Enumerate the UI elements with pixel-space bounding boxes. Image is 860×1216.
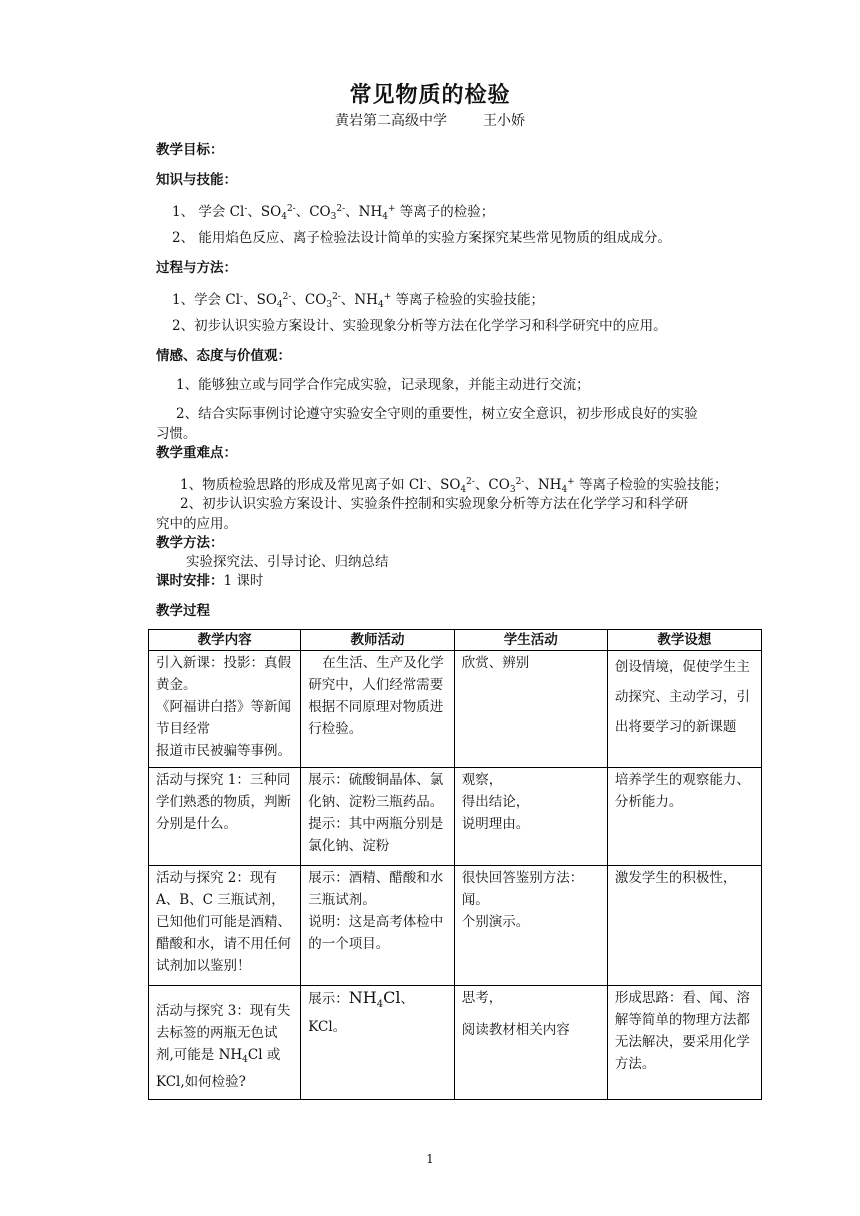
row4-design: 形成思路：看、闻、溶解等简单的物理方法都无法解决，要采用化学方法。 [607,986,761,1100]
header-teacher: 教师活动 [301,630,454,651]
process-item-1: 1、学会 Cl-、$SO_4^{2-}$、$CO_3^{2-}$、$NH_4^+$ 等离子检验的实验技能； [172,292,545,310]
schedule-line: 课时安排：1 课时 [156,573,264,589]
header-content: 教学内容 [149,630,301,651]
row4-content: 活动与探究 3：现有失去标签的两瓶无色试剂,可能是 $NH_4Cl$ 或 KCl,如何检验? [149,986,301,1100]
knowledge-item-1: 1、 学会 Cl-、$SO_4^{2-}$、$CO_3^{2-}$、$NH_4^+$ 等离子的检验； [172,204,495,222]
table-row [149,986,762,1100]
key-points-item-2b: 究中的应用。 [156,516,237,532]
row3-design: 激发学生的积极性， [607,866,761,986]
knowledge-item-2: 2、 能用焰色反应、离子检验法设计简单的实验方案探究某些常见物质的组成成分。 [172,230,671,246]
row2-teacher: 展示：硫酸铜晶体、氯化钠、淀粉三瓶药品。 提示：其中两瓶分别是氯化钠、淀粉 [301,768,454,866]
attitude-heading: 情感、态度与价值观： [156,348,291,364]
row4-student: 思考， 阅读教材相关内容 [454,986,607,1100]
key-points-item-2a: 2、初步认识实验方案设计、实验条件控制和实验现象分析等方法在化学学习和科学研 [180,496,689,512]
table-row [149,866,762,986]
row3-teacher: 展示：酒精、醋酸和水三瓶试剂。 说明：这是高考体检中的一个项目。 [301,866,454,986]
process-item-2: 2、初步认识实验方案设计、实验现象分析等方法在化学学习和科学研究中的应用。 [172,318,667,334]
header-student: 学生活动 [454,630,607,651]
process-section-heading: 教学过程 [156,603,210,619]
row2-design: 培养学生的观察能力、分析能力。 [607,768,761,866]
document-title: 常见物质的检验 [349,82,511,108]
author-name: 王小娇 [483,113,525,129]
author-line [0,110,860,130]
attitude-item-1: 1、能够独立或与同学合作完成实验，记录现象，并能主动进行交流； [176,377,590,393]
process-heading: 过程与方法： [156,260,237,276]
header-design: 教学设想 [607,630,761,651]
row1-design: 创设情境，促使学生主动探究、主动学习，引出将要学习的新课题 [607,651,761,768]
row1-content: 引入新课：投影：真假黄金。 《阿福讲白搭》等新闻节目经常 报道市民被骗等事例。 [149,651,301,768]
row3-student: 很快回答鉴别方法：闻。 个别演示。 [454,866,607,986]
methods-content: 实验探究法、引导讨论、归纳总结 [186,554,389,570]
row4-teacher: 展示：$NH_4Cl$、KCl。 [301,986,454,1100]
knowledge-heading: 知识与技能： [156,172,237,188]
row2-student: 观察， 得出结论， 说明理由。 [454,768,607,866]
row1-teacher: 在生活、生产及化学研究中，人们经常需要根据不同原理对物质进行检验。 [301,651,454,768]
key-points-item-1: 1、物质检验思路的形成及常见离子如 Cl-、$SO_4^{2-}$、$CO_3^{2-}$、$NH_4^+$ 等离子检验的实验技能； [180,477,728,495]
attitude-item-2a: 2、结合实际事例讨论遵守实验安全守则的重要性，树立安全意识，初步形成良好的实验 [176,406,698,422]
row2-content: 活动与探究 1：三种同学们熟悉的物质，判断分别是什么。 [149,768,301,866]
page-number: 1 [426,1152,434,1166]
row1-student: 欣赏、辨别 [454,651,607,768]
goals-heading: 教学目标： [156,142,224,158]
methods-heading: 教学方法： [156,535,224,551]
school-name: 黄岩第二高级中学 [335,113,447,129]
table-row [149,768,762,866]
table-row [149,651,762,768]
teaching-process-table [148,629,762,1100]
key-points-heading: 教学重难点： [156,445,237,461]
row3-content: 活动与探究 2：现有 A、B、C 三瓶试剂，已知他们可能是酒精、醋酸和水，请不用任何试剂加以鉴别！ [149,866,301,986]
table-header-row [149,630,762,651]
attitude-item-2b: 习惯。 [156,426,197,442]
